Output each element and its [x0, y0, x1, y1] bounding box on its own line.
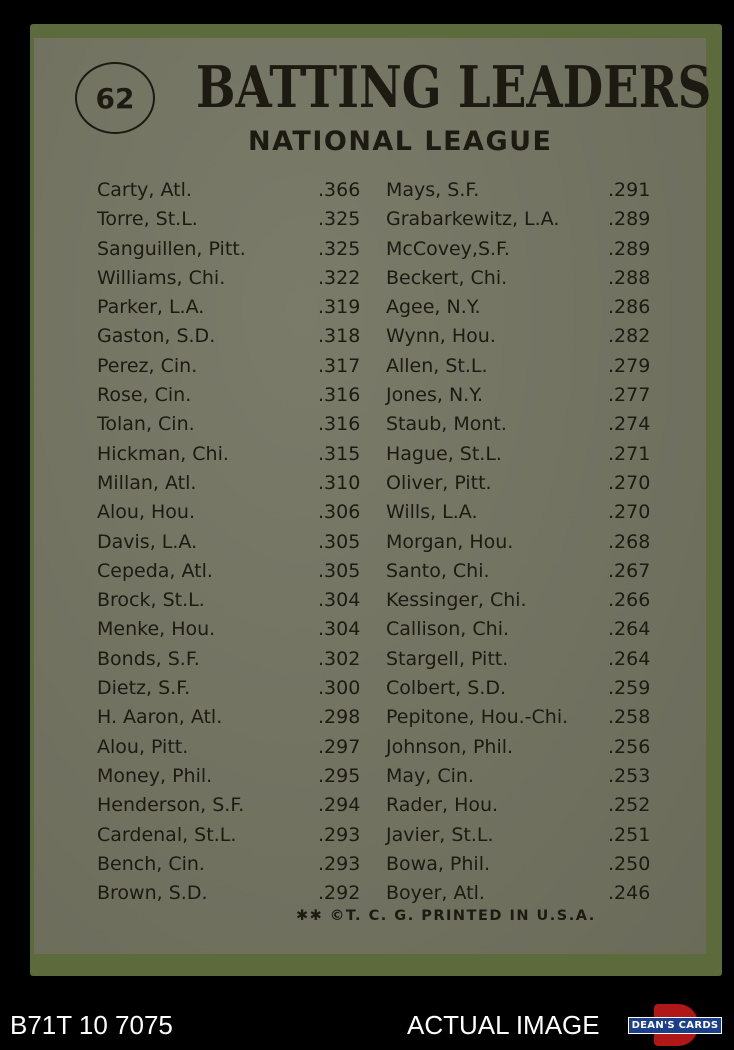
batting-average: .253	[608, 764, 651, 787]
player-name: Torre, St.L.	[97, 208, 198, 231]
leader-row	[97, 791, 367, 820]
batting-average: .304	[318, 589, 361, 612]
leader-row	[97, 674, 367, 703]
leader-row	[97, 410, 367, 439]
player-name: Bowa, Phil.	[386, 852, 491, 875]
player-name: Callison, Chi.	[386, 618, 510, 641]
batting-average: .302	[318, 647, 361, 670]
leader-row	[386, 879, 656, 908]
batting-average: .270	[608, 501, 651, 524]
player-name: Gaston, S.D.	[97, 325, 216, 348]
leader-row	[97, 381, 367, 410]
player-name: Brown, S.D.	[97, 882, 208, 905]
batting-average: .267	[608, 559, 651, 582]
leader-row	[97, 645, 367, 674]
batting-average: .271	[608, 442, 651, 465]
leader-row	[386, 528, 656, 557]
leader-row	[97, 703, 367, 732]
card-number-circle	[75, 62, 155, 134]
leader-row	[97, 205, 367, 234]
batting-average: .298	[318, 706, 361, 729]
batting-average: .315	[318, 442, 361, 465]
batting-average: .250	[608, 852, 651, 875]
batting-average: .274	[608, 413, 651, 436]
batting-average: .305	[318, 530, 361, 553]
player-name: Bonds, S.F.	[97, 647, 200, 670]
batting-average: .317	[318, 354, 361, 377]
player-name: Agee, N.Y.	[386, 296, 481, 319]
batting-average: .300	[318, 677, 361, 700]
batting-average: .316	[318, 384, 361, 407]
leader-row	[97, 879, 367, 908]
leader-row	[97, 440, 367, 469]
player-name: McCovey,S.F.	[386, 237, 510, 260]
batting-average: .264	[608, 618, 651, 641]
leader-row	[97, 586, 367, 615]
leader-row	[386, 381, 656, 410]
leader-row	[97, 469, 367, 498]
batting-average: .277	[608, 384, 651, 407]
batting-average: .264	[608, 647, 651, 670]
leader-row	[97, 322, 367, 351]
logo-banner	[628, 1017, 722, 1034]
player-name: H. Aaron, Atl.	[97, 706, 223, 729]
batting-average: .279	[608, 354, 651, 377]
batting-average: .256	[608, 735, 651, 758]
player-name: Cepeda, Atl.	[97, 559, 213, 582]
player-name: Jones, N.Y.	[386, 384, 483, 407]
batting-average: .297	[318, 735, 361, 758]
card-subtitle: NATIONAL LEAGUE	[248, 126, 553, 157]
batting-average: .259	[608, 677, 651, 700]
batting-average: .304	[318, 618, 361, 641]
leader-row	[386, 293, 656, 322]
leader-row	[386, 235, 656, 264]
leader-row	[386, 557, 656, 586]
batting-average: .266	[608, 589, 651, 612]
leader-row	[97, 293, 367, 322]
player-name: Bench, Cin.	[97, 852, 205, 875]
player-name: Hague, St.L.	[386, 442, 502, 465]
card-number: 62	[95, 81, 135, 115]
player-name: Allen, St.L.	[386, 354, 488, 377]
batting-average: .319	[318, 296, 361, 319]
player-name: Davis, L.A.	[97, 530, 198, 553]
leader-row	[97, 762, 367, 791]
player-name: Dietz, S.F.	[97, 677, 191, 700]
batting-average: .325	[318, 208, 361, 231]
player-name: Menke, Hou.	[97, 618, 216, 641]
player-name: Stargell, Pitt.	[386, 647, 509, 670]
batting-average: .293	[318, 823, 361, 846]
player-name: Rader, Hou.	[386, 794, 499, 817]
batting-average: .325	[318, 237, 361, 260]
leader-row	[97, 264, 367, 293]
player-name: Johnson, Phil.	[386, 735, 514, 758]
batting-average: .258	[608, 706, 651, 729]
player-name: Williams, Chi.	[97, 266, 226, 289]
batting-average: .292	[318, 882, 361, 905]
leader-row	[386, 850, 656, 879]
batting-average: .289	[608, 208, 651, 231]
copyright-line: ✱✱ ©T. C. G. PRINTED IN U.S.A.	[296, 908, 596, 924]
player-name: Millan, Atl.	[97, 471, 197, 494]
leader-row	[386, 762, 656, 791]
leader-row	[386, 821, 656, 850]
leader-row	[386, 498, 656, 527]
batting-average: .282	[608, 325, 651, 348]
player-name: Cardenal, St.L.	[97, 823, 237, 846]
player-name: Hickman, Chi.	[97, 442, 229, 465]
batting-average: .288	[608, 266, 651, 289]
leaders-right-column	[386, 176, 656, 908]
leader-row	[97, 821, 367, 850]
batting-average: .306	[318, 501, 361, 524]
leader-row	[386, 440, 656, 469]
batting-average: .305	[318, 559, 361, 582]
batting-average: .293	[318, 852, 361, 875]
leader-row	[97, 235, 367, 264]
leader-row	[386, 586, 656, 615]
leader-row	[386, 791, 656, 820]
leader-row	[386, 205, 656, 234]
deans-cards-logo	[628, 1004, 722, 1046]
leader-row	[386, 615, 656, 644]
leader-row	[97, 733, 367, 762]
batting-average: .316	[318, 413, 361, 436]
batting-average: .318	[318, 325, 361, 348]
player-name: May, Cin.	[386, 764, 474, 787]
leaders-left-column	[97, 176, 367, 908]
card-id-label: B71T 10 7075	[10, 1010, 173, 1040]
leader-row	[386, 645, 656, 674]
leader-row	[386, 674, 656, 703]
logo-text: DEAN'S CARDS	[631, 1020, 719, 1031]
leader-row	[97, 557, 367, 586]
batting-average: .310	[318, 471, 361, 494]
leader-row	[386, 264, 656, 293]
leader-row	[97, 528, 367, 557]
leader-row	[97, 498, 367, 527]
batting-average: .291	[608, 179, 651, 201]
batting-average: .251	[608, 823, 651, 846]
leader-row	[386, 352, 656, 381]
player-name: Mays, S.F.	[386, 179, 480, 201]
batting-average: .270	[608, 471, 651, 494]
player-name: Henderson, S.F.	[97, 794, 245, 817]
leader-row	[386, 322, 656, 351]
player-name: Javier, St.L.	[386, 823, 494, 846]
leader-row	[386, 410, 656, 439]
card-title: BATTING LEADERS	[196, 54, 712, 121]
leader-row	[97, 615, 367, 644]
batting-average: .286	[608, 296, 651, 319]
player-name: Tolan, Cin.	[97, 413, 195, 436]
player-name: Santo, Chi.	[386, 559, 490, 582]
leader-row	[97, 176, 367, 205]
player-name: Money, Phil.	[97, 764, 213, 787]
actual-image-label: ACTUAL IMAGE	[407, 1010, 600, 1040]
player-name: Perez, Cin.	[97, 354, 198, 377]
player-name: Staub, Mont.	[386, 413, 507, 436]
leader-row	[97, 850, 367, 879]
player-name: Boyer, Atl.	[386, 882, 485, 905]
player-name: Grabarkewitz, L.A.	[386, 208, 560, 231]
player-name: Colbert, S.D.	[386, 677, 507, 700]
player-name: Carty, Atl.	[97, 179, 192, 201]
player-name: Brock, St.L.	[97, 589, 205, 612]
player-name: Pepitone, Hou.-Chi.	[386, 706, 569, 729]
leader-row	[386, 703, 656, 732]
batting-average: .295	[318, 764, 361, 787]
leader-row	[386, 176, 656, 205]
player-name: Alou, Hou.	[97, 501, 196, 524]
batting-average: .322	[318, 266, 361, 289]
batting-average: .366	[318, 179, 361, 201]
player-name: Wynn, Hou.	[386, 325, 496, 348]
player-name: Rose, Cin.	[97, 384, 192, 407]
batting-average: .289	[608, 237, 651, 260]
leader-row	[97, 352, 367, 381]
player-name: Beckert, Chi.	[386, 266, 508, 289]
player-name: Kessinger, Chi.	[386, 589, 527, 612]
batting-average: .294	[318, 794, 361, 817]
player-name: Alou, Pitt.	[97, 735, 189, 758]
batting-average: .246	[608, 882, 651, 905]
batting-average: .252	[608, 794, 651, 817]
player-name: Morgan, Hou.	[386, 530, 514, 553]
batting-average: .268	[608, 530, 651, 553]
player-name: Wills, L.A.	[386, 501, 478, 524]
player-name: Oliver, Pitt.	[386, 471, 492, 494]
leader-row	[386, 469, 656, 498]
player-name: Sanguillen, Pitt.	[97, 237, 246, 260]
player-name: Parker, L.A.	[97, 296, 205, 319]
leader-row	[386, 733, 656, 762]
